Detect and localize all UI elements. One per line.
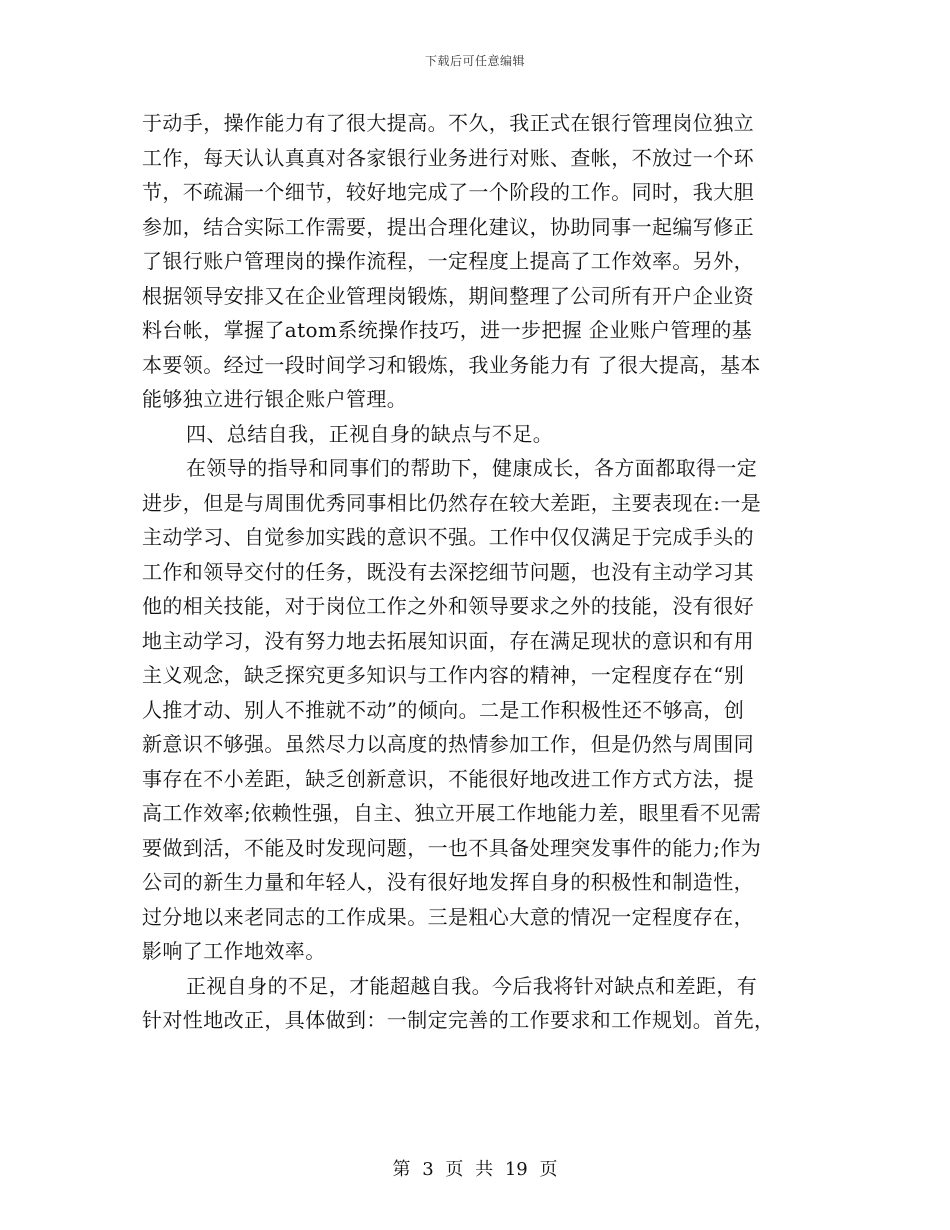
text-line: 他的相关技能，对于岗位工作之外和领导要求之外的技能，没有很好 <box>142 594 754 618</box>
document-body <box>142 106 810 1038</box>
text-line: 主义观念，缺乏探究更多知识与工作内容的精神，一定程度存在“别 <box>142 663 745 687</box>
text-line: 影响了工作地效率。 <box>142 939 326 963</box>
text-line: 节，不疏漏一个细节，较好地完成了一个阶段的工作。同时，我大胆 <box>142 180 754 204</box>
text-line: 了银行账户管理岗的操作流程，一定程度上提高了工作效率。另外， <box>142 249 754 273</box>
text-line: 参加，结合实际工作需要，提出合理化建议，协助同事一起编写修正 <box>142 214 754 239</box>
text-line: 在领导的指导和同事们的帮助下，健康成长，各方面都取得一定 <box>186 456 758 480</box>
text-line: 主动学习、自觉参加实践的意识不强。工作中仅仅满足于完成手头的 <box>142 525 754 549</box>
text-line: 进步，但是与周围优秀同事相比仍然存在较大差距，主要表现在:一是 <box>142 490 762 515</box>
text-line: 事存在不小差距，缺乏创新意识，不能很好地改进工作方式方法，提 <box>142 766 754 791</box>
text-line: 高工作效率;依赖性强，自主、独立开展工作地能力差，眼里看不见需 <box>142 801 762 825</box>
page-footer: 第 3 页 共 19 页 <box>392 1159 558 1180</box>
text-line: 地主动学习，没有努力地去拓展知识面，存在满足现状的意识和有用 <box>142 628 754 653</box>
text-line: 本要领。经过一段时间学习和锻炼，我业务能力有 了很大提高，基本 <box>142 352 761 377</box>
text-line: 工作，每天认认真真对各家银行业务进行对账、查帐，不放过一个环 <box>142 145 754 170</box>
text-line: 正视自身的不足，才能超越自我。今后我将针对缺点和差距，有 <box>186 973 758 998</box>
text-line: 料台帐，掌握了atom系统操作技巧，进一步把握 企业账户管理的基 <box>142 318 753 342</box>
text-line: 针对性地改正，具体做到：一制定完善的工作要求和工作规划。首先， <box>142 1008 775 1032</box>
text-line: 新意识不够强。虽然尽力以高度的热情参加工作，但是仍然与周围同 <box>142 732 754 756</box>
text-line: 过分地以来老同志的工作成果。三是粗心大意的情况一定程度存在， <box>142 904 754 929</box>
text-line: 人推才动、别人不推就不动”的倾向。二是工作积极性还不够高，创 <box>142 697 745 722</box>
page-header: 下载后可任意编辑 <box>424 54 525 68</box>
text-line: 根据领导安排又在企业管理岗锻炼，期间整理了公司所有开户企业资 <box>142 283 754 308</box>
text-line: 能够独立进行银企账户管理。 <box>142 387 408 411</box>
text-line: 要做到活，不能及时发现问题，一也不具备处理突发事件的能力;作为 <box>142 835 762 860</box>
text-line: 公司的新生力量和年轻人，没有很好地发挥自身的积极性和制造性， <box>142 870 754 894</box>
text-line: 工作和领导交付的任务，既没有去深挖细节问题，也没有主动学习其 <box>142 559 754 584</box>
text-line: 于动手，操作能力有了很大提高。不久，我正式在银行管理岗位独立 <box>142 111 754 135</box>
text-line: 四、总结自我，正视自身的缺点与不足。 <box>186 421 554 446</box>
